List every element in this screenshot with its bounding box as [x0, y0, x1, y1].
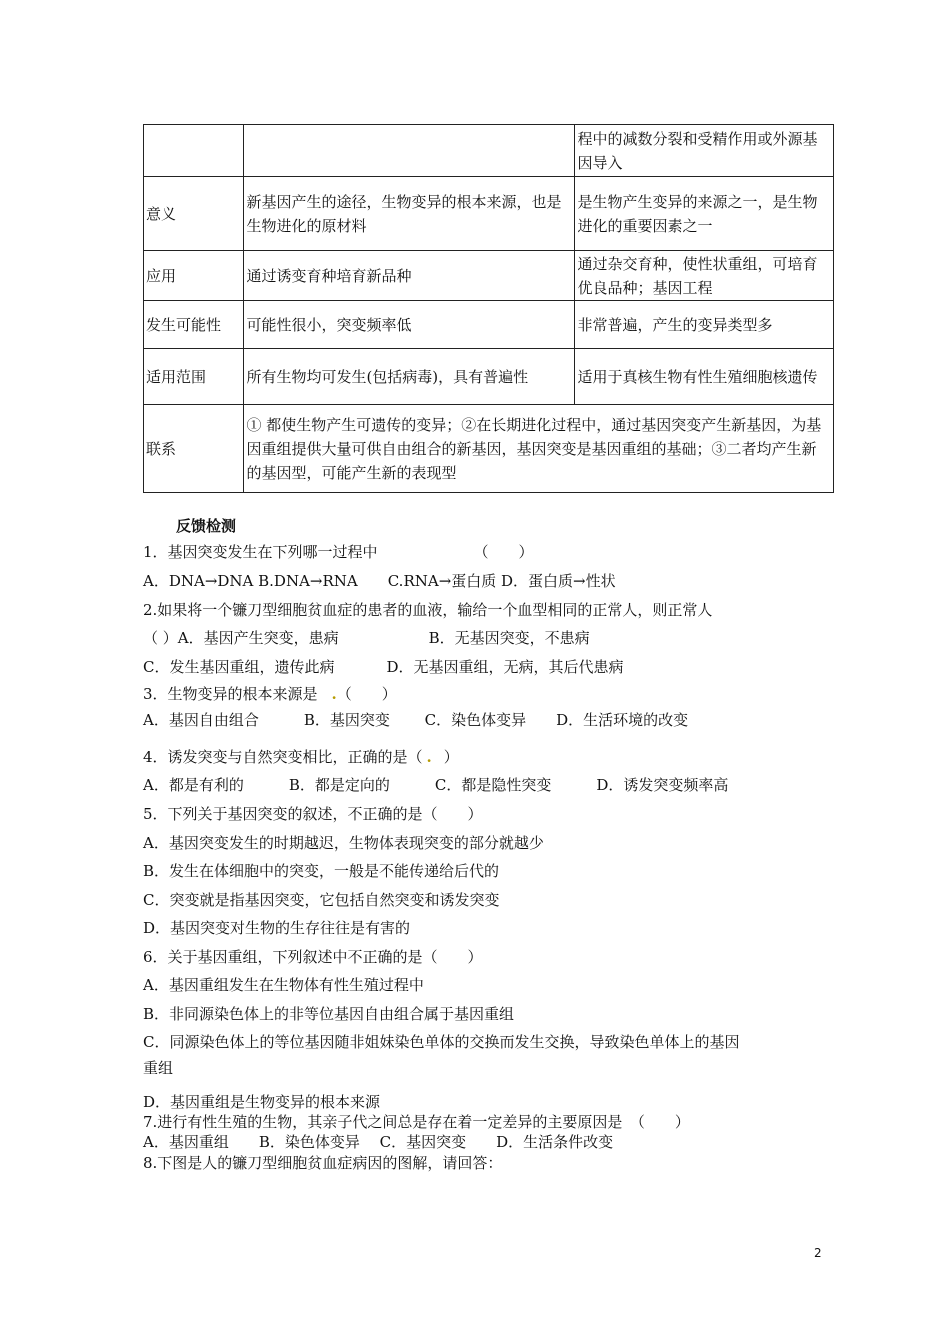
recombination-cell: 通过杂交育种，使性状重组，可培育优良品种；基因工程: [575, 251, 834, 301]
q2-option-c: C．发生基因重组，遗传此病: [143, 658, 335, 676]
question-4: [143, 743, 833, 771]
recombination-cell: 是生物产生变异的来源之一，是生物进化的重要因素之一: [575, 177, 834, 251]
highlight-dot: .: [426, 748, 432, 766]
recombination-cell: 程中的减数分裂和受精作用或外源基因导入: [575, 125, 834, 177]
q1-paren: （ ）: [473, 543, 534, 561]
highlight-dot: .: [331, 685, 337, 703]
q5-option-c: C．突变就是指基因突变，它包括自然突变和诱发突变: [143, 891, 500, 909]
q4-paren-end: ）: [443, 748, 459, 766]
table-row: [144, 405, 834, 493]
q4-stem: 4．诱发突变与自然突变相比，正确的是（: [143, 748, 423, 766]
link-cell: ① 都使生物产生可遗传的变异；②在长期进化过程中，通过基因突变产生新基因，为基因重组提供大量可供自由组合的新基因，基因突变是基因重组的基础；③二者均产生新的基因型，可能产生新的表现型: [244, 405, 834, 493]
page-number: 2: [814, 1246, 822, 1260]
q1-options: A．DNA→DNA B.DNA→RNA C.RNA→蛋白质 D．蛋白质→性状: [143, 572, 616, 590]
mutation-cell: 可能性很小，突变频率低: [244, 301, 575, 349]
q5-option-b: B．发生在体细胞中的突变，一般是不能传递给后代的: [143, 862, 500, 880]
section-title: 反馈检测: [176, 517, 237, 535]
q2-options-ab: [143, 624, 833, 653]
question-1: [143, 538, 833, 567]
q1-stem: 1．基因突变发生在下列哪一过程中: [143, 543, 378, 561]
comparison-table: [143, 124, 834, 493]
row-label: 发生可能性: [144, 301, 244, 349]
q2-option-b: B．无基因突变，不患病: [428, 629, 590, 647]
q2-option-d: D．无基因重组，无病，其后代患病: [386, 658, 624, 676]
table-row: [144, 301, 834, 349]
q7-options: A．基因重组 B．染色体变异 C．基因突变 D．生活条件改变: [143, 1133, 614, 1151]
q2-options-cd: [143, 653, 833, 681]
q6-option-a: A．基因重组发生在生物体有性生殖过程中: [143, 976, 424, 994]
mutation-cell: 新基因产生的途径，生物变异的根本来源，也是生物进化的原材料: [244, 177, 575, 251]
row-label: 联系: [144, 405, 244, 493]
row-label: 适用范围: [144, 349, 244, 405]
q2-option-a: （ ）A．基因产生突变，患病: [143, 629, 339, 647]
q3-options: A．基因自由组合 B．基因突变 C．染色体变异 D．生活环境的改变: [143, 711, 689, 729]
q3-stem: 3．生物变异的根本来源是: [143, 685, 318, 703]
row-label: 意义: [144, 177, 244, 251]
q6-option-b: B．非同源染色体上的非等位基因自由组合属于基因重组: [143, 1005, 515, 1023]
mutation-cell: [244, 125, 575, 177]
question-3: [143, 681, 833, 707]
mutation-cell: 所有生物均可发生(包括病毒)，具有普遍性: [244, 349, 575, 405]
row-label: [144, 125, 244, 177]
q4-options: A．都是有利的 B．都是定向的 C．都是隐性突变 D．诱发突变频率高: [143, 776, 729, 794]
table-row: [144, 349, 834, 405]
table-row: [144, 251, 834, 301]
q6-option-c-line2: 重组: [143, 1059, 174, 1077]
mutation-cell: 通过诱变育种培育新品种: [244, 251, 575, 301]
q5-stem: 5．下列关于基因突变的叙述，不正确的是（ ）: [143, 805, 483, 823]
row-label: 应用: [144, 251, 244, 301]
q7-stem: 7.进行有性生殖的生物，其亲子代之间总是存在着一定差异的主要原因是 （ ）: [143, 1113, 690, 1131]
recombination-cell: 非常普遍，产生的变异类型多: [575, 301, 834, 349]
q6-option-c-line1: C．同源染色体上的等位基因随非姐妹染色单体的交换而发生交换，导致染色单体上的基因: [143, 1033, 740, 1051]
recombination-cell: 适用于真核生物有性生殖细胞核遗传: [575, 349, 834, 405]
table-row: [144, 125, 834, 177]
q3-paren: （ ）: [336, 685, 397, 703]
q2-stem: 2.如果将一个镰刀型细胞贫血症的患者的血液，输给一个血型相同的正常人，则正常人: [143, 601, 713, 619]
q6-option-d: D．基因重组是生物变异的根本来源: [143, 1093, 381, 1111]
feedback-section: [143, 514, 833, 1174]
q5-option-a: A．基因突变发生的时期越迟，生物体表现突变的部分就越少: [143, 834, 544, 852]
q8-stem: 8.下图是人的镰刀型细胞贫血症病因的图解，请回答：: [143, 1154, 503, 1172]
q6-stem: 6．关于基因重组，下列叙述中不正确的是（ ）: [143, 948, 483, 966]
table-row: [144, 177, 834, 251]
q5-option-d: D．基因突变对生物的生存往往是有害的: [143, 919, 411, 937]
